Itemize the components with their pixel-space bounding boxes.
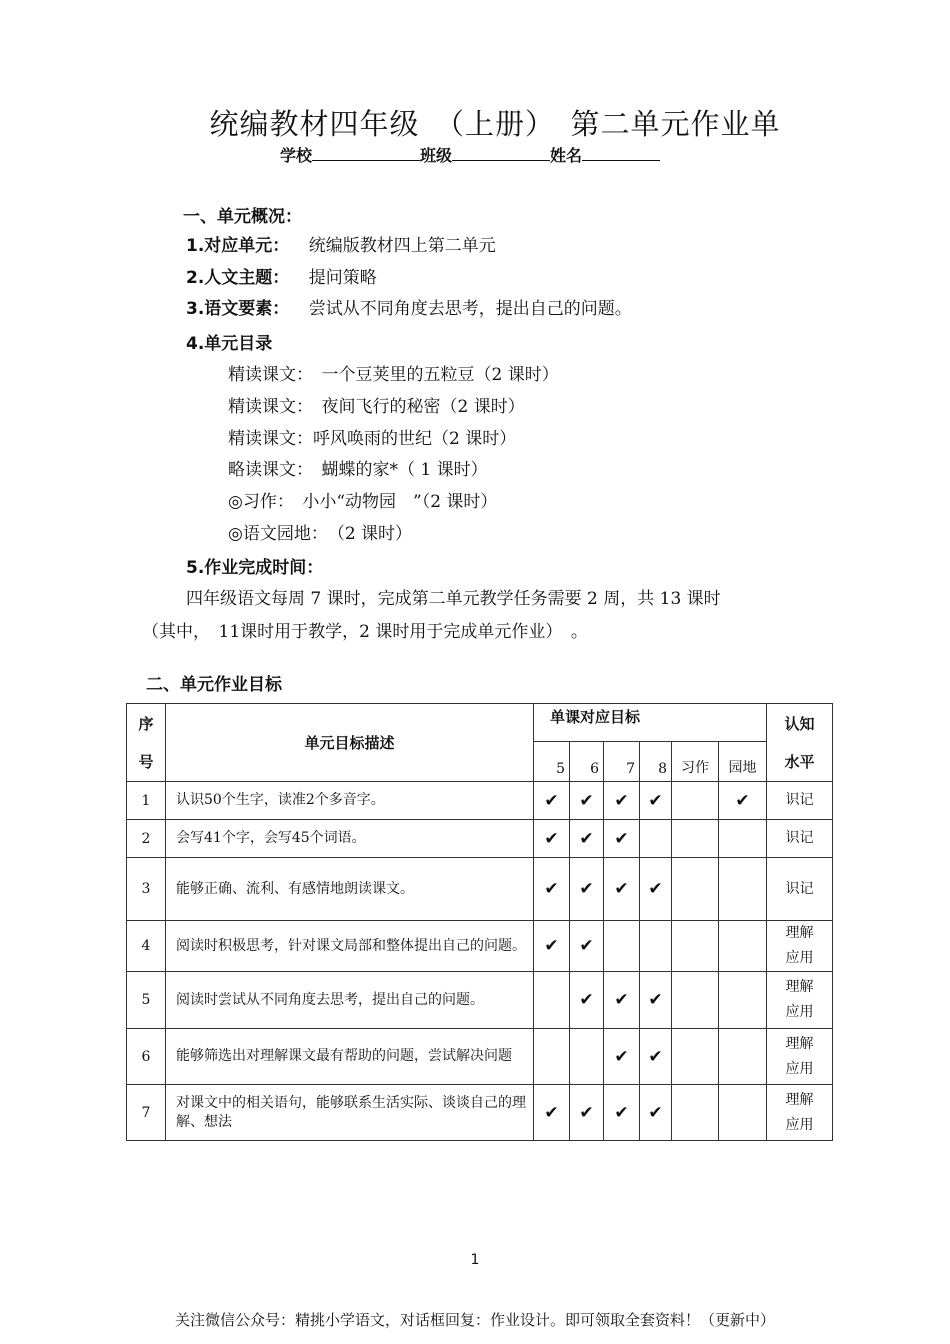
check-mark: ✔ xyxy=(604,1085,640,1141)
empty-cell xyxy=(672,858,719,921)
time-line-2: （其中， 11课时用于教学，2 课时用于完成单元作业） 。 xyxy=(142,622,588,642)
row-desc: 会写41个字，会写45个词语。 xyxy=(166,820,534,858)
row-seq: 5 xyxy=(127,972,166,1029)
row-seq: 4 xyxy=(127,921,166,972)
empty-cell xyxy=(719,820,767,858)
class-label: 班级 xyxy=(420,146,453,165)
header-seq: 序 号 xyxy=(127,704,166,782)
page-title: 统编教材四年级 （上册） 第二单元作业单 xyxy=(209,107,781,141)
section1-heading: 一、单元概况： xyxy=(183,207,302,227)
empty-cell xyxy=(672,921,719,972)
lesson-header: 5 xyxy=(534,742,570,782)
table-row xyxy=(127,1085,833,1141)
row-seq: 1 xyxy=(127,782,166,820)
empty-cell xyxy=(570,1029,604,1085)
catalog-item: ◎语文园地： （2 课时） xyxy=(228,524,413,544)
header-lesson-targets: 单课对应目标 xyxy=(534,704,767,742)
empty-cell xyxy=(640,921,672,972)
catalog-item: 精读课文： 夜间飞行的秘密（2 课时） xyxy=(228,397,525,417)
check-mark: ✔ xyxy=(604,972,640,1029)
row-level: 识记 xyxy=(767,858,833,921)
theme-label: 2.人文主题： xyxy=(186,268,290,288)
goals-table xyxy=(126,703,833,1141)
catalog-item: 略读课文： 蝴蝶的家*（ 1 课时） xyxy=(228,460,488,480)
lesson-header: 8 xyxy=(640,742,672,782)
check-mark: ✔ xyxy=(534,1085,570,1141)
check-mark: ✔ xyxy=(534,782,570,820)
page-number: 1 xyxy=(470,1252,480,1268)
catalog-item: ◎习作： 小小“动物园 ”（2 课时） xyxy=(228,492,498,512)
check-mark: ✔ xyxy=(570,820,604,858)
empty-cell xyxy=(672,782,719,820)
check-mark: ✔ xyxy=(640,1085,672,1141)
check-mark: ✔ xyxy=(604,782,640,820)
check-mark: ✔ xyxy=(604,820,640,858)
row-desc: 阅读时尝试从不同角度去思考，提出自己的问题。 xyxy=(166,972,534,1029)
catalog-item: 精读课文：呼风唤雨的世纪（2 课时） xyxy=(228,429,517,449)
section2-heading: 二、单元作业目标 xyxy=(146,675,282,695)
empty-cell xyxy=(719,972,767,1029)
element-row xyxy=(186,294,632,319)
row-desc: 能够正确、流利、有感情地朗读课文。 xyxy=(166,858,534,921)
table-row xyxy=(127,972,833,1029)
check-mark: ✔ xyxy=(640,858,672,921)
school-blank xyxy=(312,146,420,161)
unit-row xyxy=(186,231,496,256)
check-mark: ✔ xyxy=(640,972,672,1029)
empty-cell xyxy=(672,1029,719,1085)
lesson-header: 6 xyxy=(570,742,604,782)
row-level: 理解应用 xyxy=(767,972,833,1029)
row-seq: 3 xyxy=(127,858,166,921)
header-desc: 单元目标描述 xyxy=(166,704,534,782)
element-label: 3.语文要素： xyxy=(186,299,290,319)
check-mark: ✔ xyxy=(570,1085,604,1141)
lesson-header: 习作 xyxy=(672,742,719,782)
school-label: 学校 xyxy=(280,146,313,165)
table-row xyxy=(127,820,833,858)
time-line-1: 四年级语文每周 7 课时，完成第二单元教学任务需要 2 周，共 13 课时 xyxy=(186,589,721,609)
theme-value: 提问策略 xyxy=(308,268,377,288)
table-row xyxy=(127,782,833,820)
row-seq: 2 xyxy=(127,820,166,858)
row-level: 理解应用 xyxy=(767,1029,833,1085)
name-blank xyxy=(582,146,660,161)
row-desc: 认识50个生字，读准2个多音字。 xyxy=(166,782,534,820)
check-mark: ✔ xyxy=(534,858,570,921)
empty-cell xyxy=(672,820,719,858)
class-blank xyxy=(452,146,550,161)
footer-note: 关注微信公众号：精挑小学语文，对话框回复：作业设计。即可领取全套资料！（更新中） xyxy=(174,1311,775,1329)
check-mark: ✔ xyxy=(534,921,570,972)
check-mark: ✔ xyxy=(534,820,570,858)
row-desc: 对课文中的相关语句，能够联系生活实际、谈谈自己的理解、想法 xyxy=(166,1085,534,1141)
check-mark: ✔ xyxy=(640,1029,672,1085)
catalog-label: 4.单元目录 xyxy=(186,334,273,354)
check-mark: ✔ xyxy=(570,782,604,820)
row-desc: 阅读时积极思考，针对课文局部和整体提出自己的问题。 xyxy=(166,921,534,972)
table-row xyxy=(127,1029,833,1085)
check-mark: ✔ xyxy=(570,858,604,921)
row-level: 识记 xyxy=(767,782,833,820)
theme-row xyxy=(186,263,377,288)
check-mark: ✔ xyxy=(604,858,640,921)
empty-cell xyxy=(672,1085,719,1141)
empty-cell xyxy=(534,972,570,1029)
table-row xyxy=(127,858,833,921)
check-mark: ✔ xyxy=(570,921,604,972)
row-level: 理解应用 xyxy=(767,1085,833,1141)
row-level: 识记 xyxy=(767,820,833,858)
empty-cell xyxy=(719,921,767,972)
check-mark: ✔ xyxy=(640,782,672,820)
empty-cell xyxy=(640,820,672,858)
time-label: 5.作业完成时间： xyxy=(186,558,324,578)
empty-cell xyxy=(534,1029,570,1085)
table-row xyxy=(127,921,833,972)
lesson-header: 园地 xyxy=(719,742,767,782)
empty-cell xyxy=(719,1029,767,1085)
name-label: 姓名 xyxy=(550,146,583,165)
element-value: 尝试从不同角度去思考，提出自己的问题。 xyxy=(308,299,632,319)
row-desc: 能够筛选出对理解课文最有帮助的问题，尝试解决问题 xyxy=(166,1029,534,1085)
student-info-line xyxy=(280,143,660,166)
check-mark: ✔ xyxy=(604,1029,640,1085)
header-level: 认知 水平 xyxy=(767,704,833,782)
empty-cell xyxy=(719,1085,767,1141)
empty-cell xyxy=(672,972,719,1029)
empty-cell xyxy=(604,921,640,972)
row-seq: 6 xyxy=(127,1029,166,1085)
unit-value: 统编版教材四上第二单元 xyxy=(308,236,496,256)
unit-label: 1.对应单元： xyxy=(186,236,290,256)
row-level: 理解应用 xyxy=(767,921,833,972)
check-mark: ✔ xyxy=(719,782,767,820)
check-mark: ✔ xyxy=(570,972,604,1029)
empty-cell xyxy=(719,858,767,921)
lesson-header: 7 xyxy=(604,742,640,782)
row-seq: 7 xyxy=(127,1085,166,1141)
catalog-item: 精读课文： 一个豆荚里的五粒豆（2 课时） xyxy=(228,365,559,385)
